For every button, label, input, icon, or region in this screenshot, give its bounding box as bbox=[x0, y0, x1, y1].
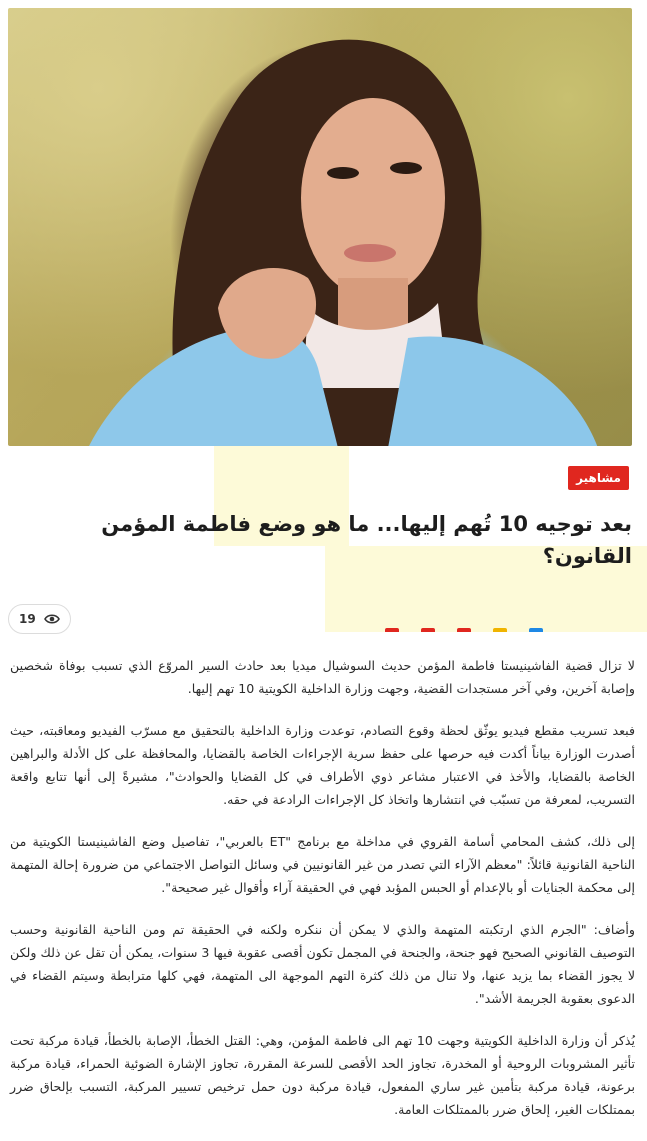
share-dot[interactable] bbox=[493, 628, 507, 632]
view-count: 19 bbox=[19, 612, 36, 626]
share-dot[interactable] bbox=[457, 628, 471, 632]
view-count-badge bbox=[8, 604, 71, 634]
share-dot[interactable] bbox=[529, 628, 543, 632]
hero-image bbox=[8, 8, 632, 446]
article-body bbox=[10, 654, 635, 1121]
share-dot[interactable] bbox=[421, 628, 435, 632]
share-dot[interactable] bbox=[385, 628, 399, 632]
article-paragraph: وأضاف: "الجرم الذي ارتكبته المتهمة والذي لا يمكن أن ننكره ولكنه في الحقيقة تم ومن الناحية القانونية وحسب التوصيف القانوني الصحيح فهو جنحة، والجنحة في المجمل تكون أقصى عقوبة فيها 3 سنوات، يمكن أن تقل عن ذلك ولكن لا يجوز القضاء بما يزيد عنها، ولا تنال من ذلك كثرة التهم الموجهة الى المتهمة، فهي كلها مترابطة وسيتم القضاء في الدعوى بعقوبة الجريمة الأشد". bbox=[10, 922, 635, 1006]
article-paragraph: فبعد تسريب مقطع فيديو يوثّق لحظة وقوع التصادم، توعدت وزارة الداخلية بالتحقيق مع مسرّب الفيديو ومعاقبته، حيث أصدرت الوزارة بياناً أكدت فيه حرصها على حفظ سرية الإجراءات الخاصة بالقضايا، والمحافظة على كل الأدلة والبراهين الخاصة بالقضايا، والأخذ في الاعتبار مشاعر ذوي الأطراف في كل القضايا والحوادث"، مشيرةً إلى أنها تتابع واقعة التسريب، لمعرفة من تسبّب في انتشارها واتخاذ كل الإجراءات الرادعة في حقه. bbox=[10, 723, 635, 807]
category-badge[interactable]: مشاهير bbox=[568, 466, 629, 490]
share-buttons-row bbox=[385, 626, 545, 634]
article-paragraph: إلى ذلك، كشف المحامي أسامة القروي في مداخلة مع برنامج "ET بالعربي"، تفاصيل وضع الفاشينيستا الكويتية من الناحية القانونية قائلاً: "معظم الآراء التي تصدر من غير القانونيين في وسائل التواصل الاجتماعي من ضرورة إحالة المتهمة إلى محكمة الجنايات أو بالإعدام أو الحبس المؤبد فهي في الحقيقة آراء وأقوال غير صحيحة". bbox=[10, 834, 635, 895]
article-headline: بعد توجيه 10 تُهم إليها... ما هو وضع فاطمة المؤمن القانون؟ bbox=[101, 512, 632, 568]
hero-illustration bbox=[8, 8, 632, 446]
eye-icon bbox=[44, 614, 60, 624]
article-paragraph: يُذكر أن وزارة الداخلية الكويتية وجهت 10 تهم الى فاطمة المؤمن، وهي: القتل الخطأ، الإصابة بالخطأ، قيادة مركبة تحت تأثير المشروبات الروحية أو المخدرة، تجاوز الحد الأقصى للسرعة المقررة، تجاوز الإشارة الضوئية الحمراء، قيادة مركبة برعونة، قيادة مركبة بتأمين غير ساري المفعول، قيادة مركبة دون حمل ترخيص تسيير المركبة، التسبب بإلحاق ضرر بممتلكات الغير، إلحاق ضرر بالممتلكات العامة. bbox=[10, 1033, 635, 1117]
article-paragraph: لا تزال قضية الفاشينيستا فاطمة المؤمن حديث السوشيال ميديا بعد حادث السير المروّع الذي تسبب بوفاة شخصين وإصابة آخرين، وفي آخر مستجدات القضية، وجهت وزارة الداخلية الكويتية 10 تهم إليها. bbox=[10, 658, 635, 696]
